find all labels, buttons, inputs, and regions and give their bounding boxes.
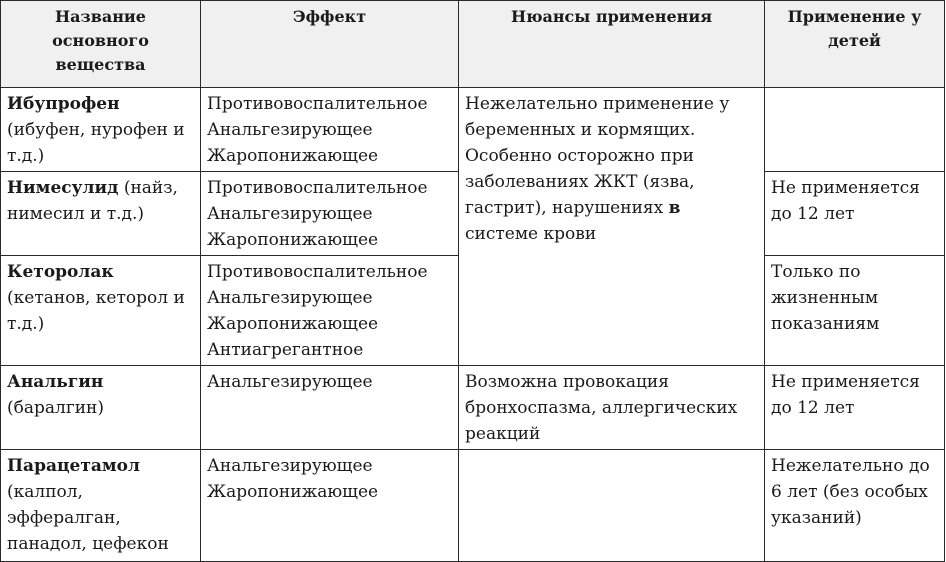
effect-item: Противовоспалительное <box>207 94 428 114</box>
header-name: Название основного вещества <box>1 1 201 88</box>
drug-cell <box>1 366 201 450</box>
drug-alt: (кетанов, кеторол и т.д.) <box>7 288 185 334</box>
effect-item: Анальгезирующее <box>207 120 373 140</box>
drug-name: Анальгин <box>7 372 104 392</box>
drug-name: Кеторолак <box>7 262 114 282</box>
drug-cell <box>1 172 201 256</box>
children-cell <box>765 88 945 172</box>
drug-name: Парацетамол <box>7 456 140 476</box>
drug-cell <box>1 450 201 562</box>
effect-item: Анальгезирующее <box>207 204 373 224</box>
effect-item: Противовоспалительное <box>207 178 428 198</box>
drug-alt: (ибуфен, нурофен и т.д.) <box>7 120 185 166</box>
drug-alt: (калпол, эффералган, панадол, цефекон <box>7 482 169 554</box>
table-row <box>1 88 945 172</box>
effect-item: Жаропонижающее <box>207 314 379 334</box>
nuances-bold: в <box>668 198 681 218</box>
header-row <box>1 1 945 88</box>
drug-cell <box>1 88 201 172</box>
nuances-text: Нежелательно применение у беременных и кормящих. Особенно осторожно при заболеваниях ЖКТ (язва, гастрит), нарушениях <box>465 94 730 218</box>
nuances-cell: Возможна провокация бронхоспазма, аллергических реакций <box>459 366 765 450</box>
drug-alt: (найз, нимесил и т.д.) <box>7 178 178 224</box>
effect-cell <box>201 172 459 256</box>
effect-item: Жаропонижающее <box>207 482 379 502</box>
children-cell: Не применяется до 12 лет <box>765 366 945 450</box>
header-children: Применение у детей <box>765 1 945 88</box>
effect-cell <box>201 88 459 172</box>
children-cell: Нежелательно до 6 лет (без особых указаний) <box>765 450 945 562</box>
drug-name: Ибупрофен <box>7 94 120 114</box>
effect-cell <box>201 366 459 450</box>
effect-item: Анальгезирующее <box>207 456 373 476</box>
drug-alt: (баралгин) <box>7 398 105 418</box>
drug-cell <box>1 256 201 366</box>
header-effect: Эффект <box>201 1 459 88</box>
effect-item: Антиагрегантное <box>207 340 364 360</box>
effect-cell <box>201 450 459 562</box>
effect-item: Жаропонижающее <box>207 146 379 166</box>
nuances-cell-merged <box>459 88 765 366</box>
drug-name: Нимесулид <box>7 178 119 198</box>
effect-item: Противовоспалительное <box>207 262 428 282</box>
effect-item: Анальгезирующее <box>207 288 373 308</box>
effect-cell <box>201 256 459 366</box>
nuances-text-end: системе крови <box>465 224 597 244</box>
table-row <box>1 366 945 450</box>
header-nuances: Нюансы применения <box>459 1 765 88</box>
children-cell: Только по жизненным показаниям <box>765 256 945 366</box>
effect-item: Жаропонижающее <box>207 230 379 250</box>
table-row <box>1 450 945 562</box>
effect-item: Анальгезирующее <box>207 372 373 392</box>
nuances-cell <box>459 450 765 562</box>
children-cell: Не применяется до 12 лет <box>765 172 945 256</box>
